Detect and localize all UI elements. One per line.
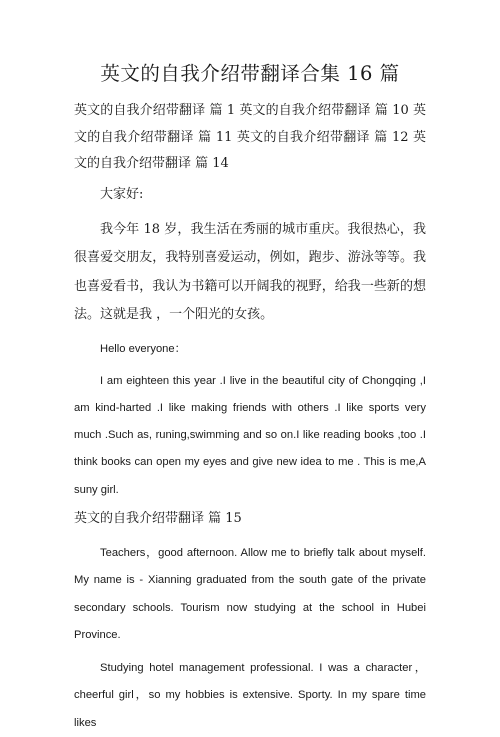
paragraph-english-1: Teachers，good afternoon. Allow me to briefly talk about myself. My name is - Xianning graduated from the south gate of the private secondary schools. Tourism now studying at the school in Hubei Province. [74,546,426,641]
greeting-english: Hello everyone： [100,342,186,355]
body-chinese: 我今年 18 岁，我生活在秀丽的城市重庆。我很热心，我很喜爱交朋友，我特别喜爱运动，例如，跑步、游泳等等。我也喜爱看书，我认为书籍可以开阔我的视野，给我一些新的想法。这就是我 ，一个阳光的女孩。 [74,221,426,322]
paragraph-english-2: Studying hotel management professional. I was a character，cheerful girl，so my hobbies is extensive. Sporty. In my spare time likes [74,662,426,729]
greeting-chinese: 大家好: [100,186,144,202]
body-english: I am eighteen this year .I live in the beautiful city of Chongqing ,I am kind-harted .I like making friends with others .I like sports very much .Such as, runing,swimming and so on.I like reading books ,too .I think books can open my eyes and give new idea to me . This is me,A suny girl. [74,374,426,496]
document-title: 英文的自我介绍带翻译合集 16 篇 [100,62,400,85]
intro-paragraph: 英文的自我介绍带翻译 篇 1 英文的自我介绍带翻译 篇 10 英文的自我介绍带翻译 篇 11 英文的自我介绍带翻译 篇 12 英文的自我介绍带翻译 篇 14 [74,103,426,171]
section-heading: 英文的自我介绍带翻译 篇 15 [74,510,242,526]
